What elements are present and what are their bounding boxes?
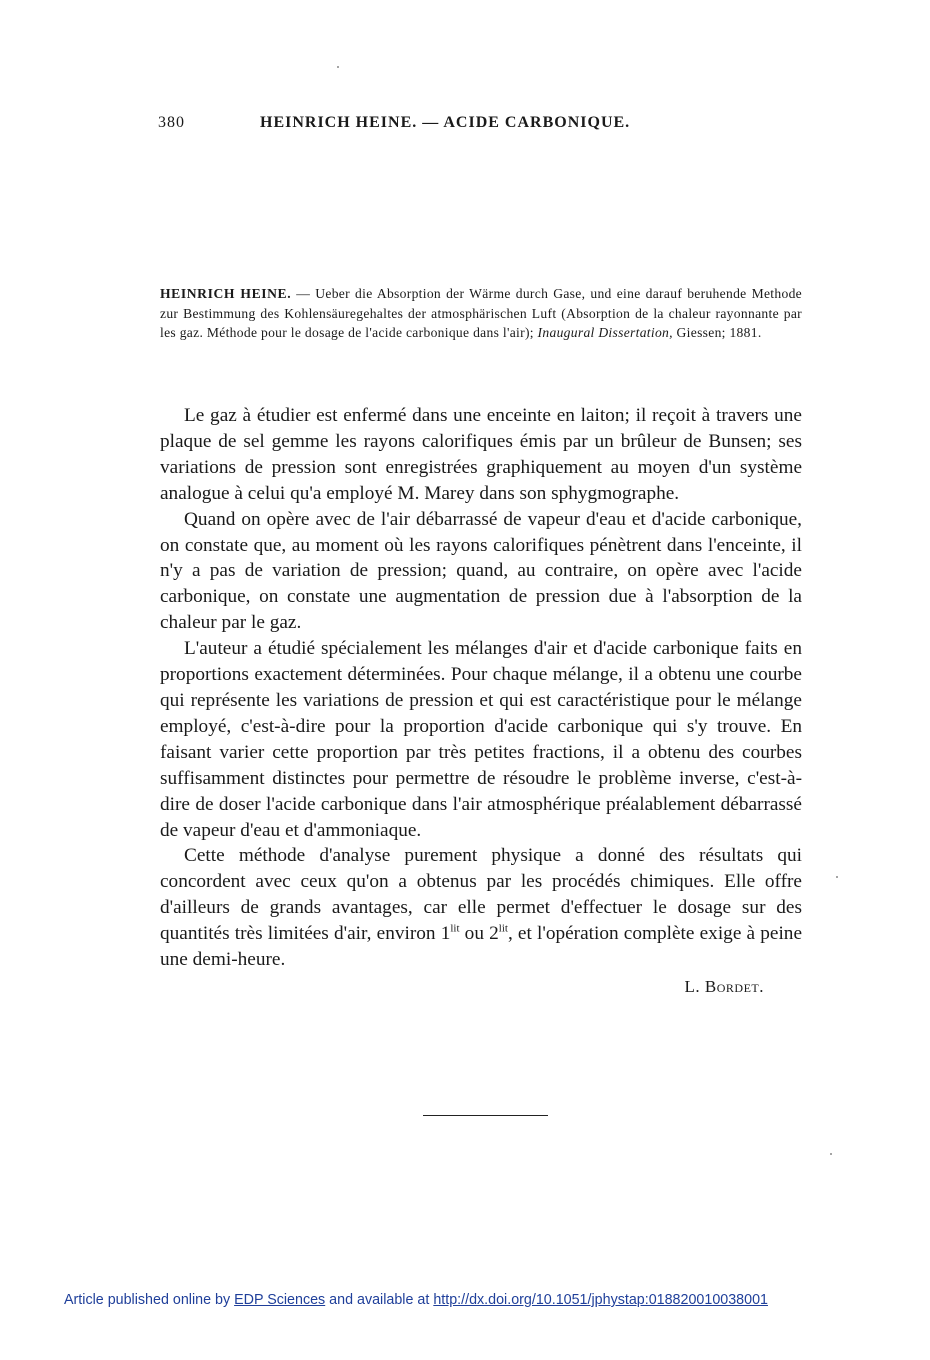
reference-journal: Inaugural Dissertation, [537,325,673,341]
footer-prefix: Article published online by [64,1292,235,1308]
volume-value-1: 1 [440,923,451,945]
page-number: 380 [158,114,185,131]
footer-middle: and available at [325,1292,434,1308]
reference-author: HEINRICH HEINE. [160,286,292,301]
paragraph-4-text-middle: ou [459,923,490,945]
reference-place-year: Giessen; 1881. [672,325,762,341]
bibliographic-reference [160,284,802,343]
paragraph-2: Quand on opère avec de l'air débarrassé de vapeur d'eau et d'acide carbonique, on constate que, au moment où les rayons calorifiques pénètrent dans l'enceinte, il n'y a pas de variation de pression; quand, au contraire, on opère avec l'acide carbonique, on constate une augmentation de pression due à l'absorption de la chaleur par le gaz. [160,508,802,634]
paragraph-3: L'auteur a étudié spécialement les mélanges d'air et d'acide carbonique faits en proportions exactement déterminées. Pour chaque mélange, il a obtenu une courbe qui représente les variations de pression et qui est caractéristique pour le mélange employé, c'est-à-dire pour la proportion d'acide carbonique qui s'y trouve. En faisant varier cette proportion par très petites fractions, il a obtenu des courbes suffisamment distinctes pour permettre de résoudre le problème inverse, c'est-à-dire de doser l'acide carbonique dans l'air atmosphérique préalablement débarrassé de vapeur d'eau et d'ammoniaque. [160,638,802,841]
reference-text: — Ueber die Absorption der Wärme durch Gase, und eine darauf beruhende Methode zur Bestimmung des Kohlensäuregehaltes der atmosphärischen Luft (Absorption de la chaleur rayonnante par les gaz. Méthode pour le dosage de l'acide carbonique dans l'air); [160,286,803,341]
scan-speck [836,876,838,878]
paragraph-1: Le gaz à étudier est enfermé dans une enceinte en laiton; il reçoit à travers une plaque de sel gemme les rayons calorifiques émis par un brûleur de Bunsen; ses variations de pression sont enregistrées graphiquement au moyen d'un système analogue à celui qu'a employé M. Marey dans son sphygmographe. [160,405,802,504]
publisher-link[interactable]: EDP Sciences [234,1292,326,1308]
volume-unit-1: lit [450,922,460,935]
paragraph-4 [160,843,802,973]
running-header [158,114,698,138]
paragraph-4-text-before: Cette méthode d'analyse purement physique a donné des résultats qui concordent avec ceux qu'on a obtenus par les procédés chimiques. Elle offre d'ailleurs de grands avantages, car elle permet d'effectuer le dosage sur des quantités très limitées d'air, environ [160,845,802,945]
end-rule [423,1115,548,1116]
publication-footer [64,1292,824,1308]
volume-value-2: 2 [489,923,499,945]
paragraph-4-text-after: , et l'opération complète exige à peine une demi-heure. [160,923,803,971]
scan-speck [337,66,339,68]
article-body [160,403,802,999]
doi-link[interactable]: http://dx.doi.org/10.1051/jphystap:018820010038001 [433,1292,768,1308]
scan-speck [830,1153,832,1155]
running-title: HEINRICH HEINE. — ACIDE CARBONIQUE. [260,114,631,131]
author-signature [160,975,802,999]
signature-initial: L. [684,976,701,996]
signature-name: Bordet. [704,976,764,996]
volume-unit-2: lit [498,922,508,935]
